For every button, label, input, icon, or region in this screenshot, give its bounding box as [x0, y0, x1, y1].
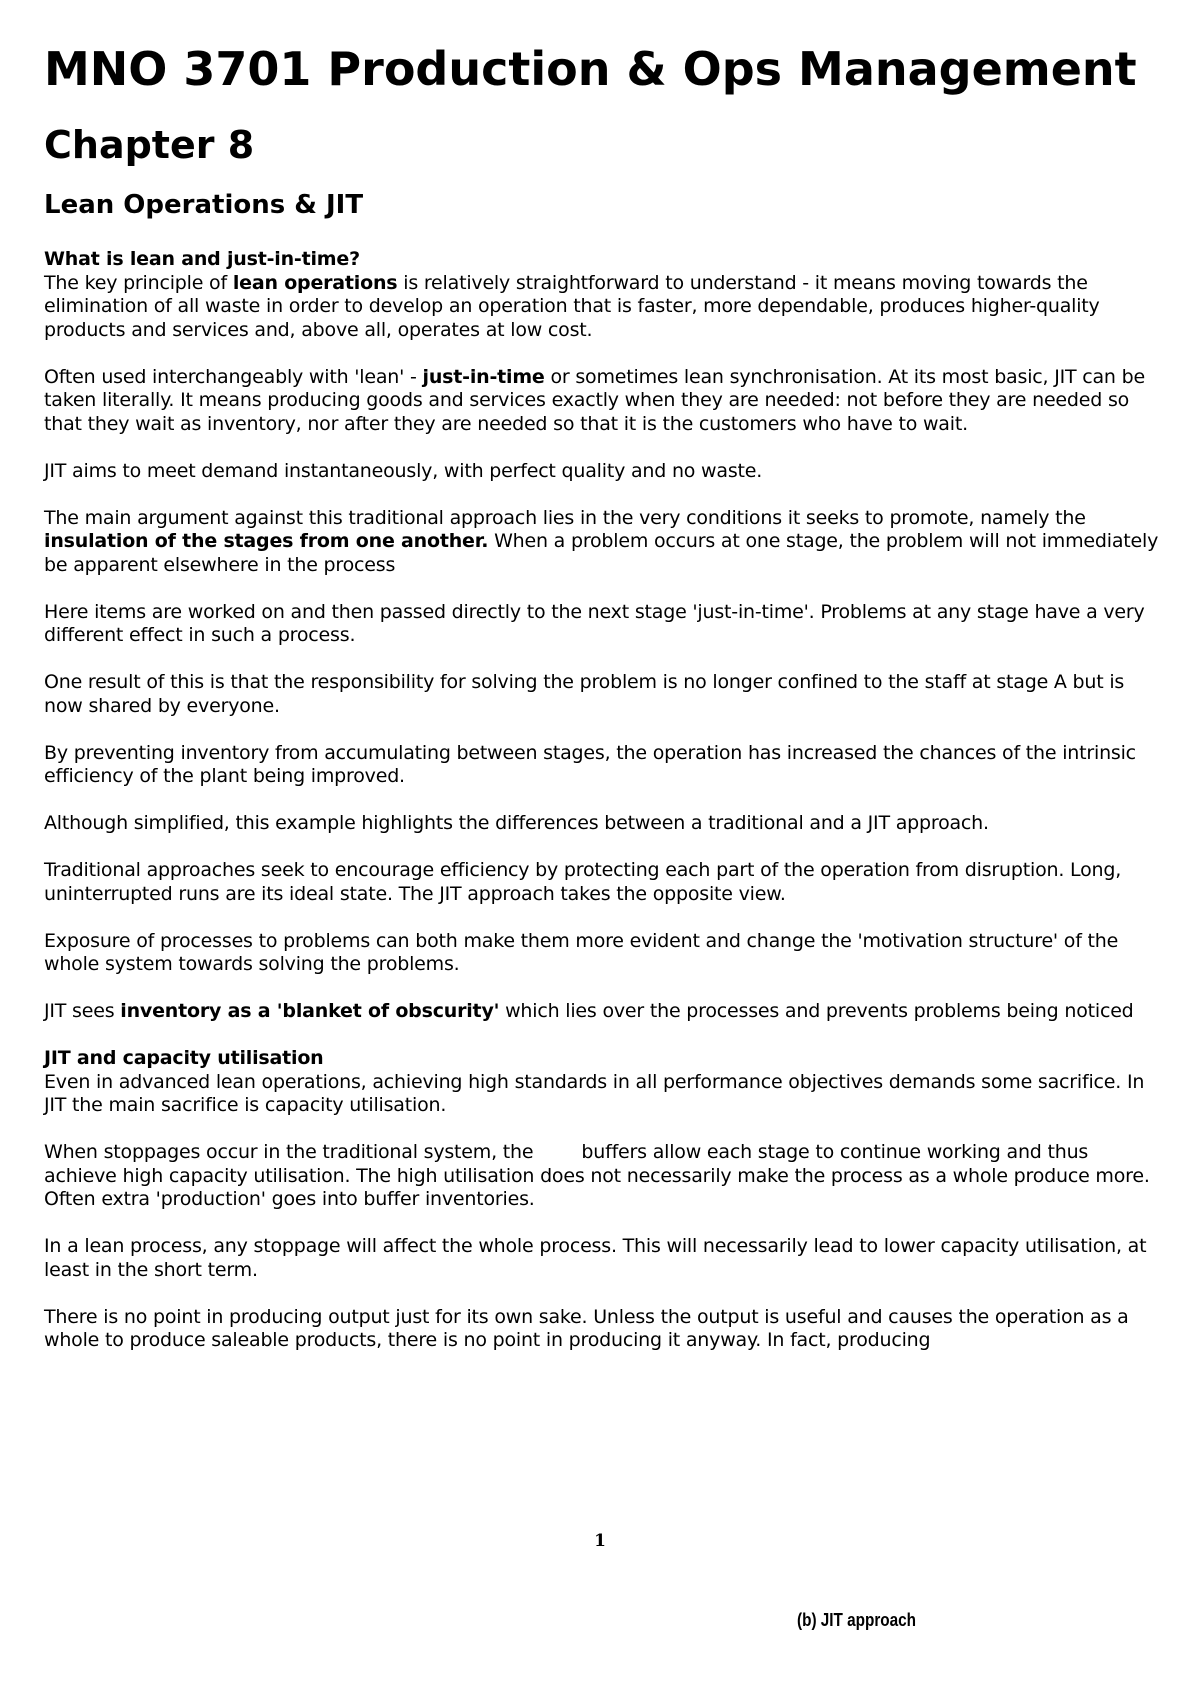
- paragraph-no-point: There is no point in producing output just for its own sake. Unless the output is useful and causes the operation as a whole to produce saleable products, there is no point in producing it anyway. In fact, producing: [44, 1305, 1129, 1351]
- document-page: [44, 38, 1164, 1376]
- document-title: MNO 3701 Production & Ops Management: [44, 42, 1137, 96]
- paragraph-capacity-utilisation: [44, 1047, 1164, 1118]
- page-number: 1: [594, 1531, 606, 1551]
- paragraph-responsibility: One result of this is that the responsibility for solving the problem is no longer confined to the staff at stage A but is now shared by everyone.: [44, 671, 1125, 717]
- paragraph-jit-aims: JIT aims to meet demand instantaneously, with perfect quality and no waste.: [44, 459, 763, 482]
- subheading-capacity: JIT and capacity utilisation: [44, 1047, 324, 1069]
- text: JIT sees: [44, 1000, 121, 1022]
- subheading-what-is-lean: What is lean and just-in-time?: [44, 248, 360, 270]
- text: which lies over the processes and prevents problems being noticed: [499, 1000, 1134, 1022]
- bold-term: insulation of the stages from one another.: [44, 530, 489, 552]
- paragraph-items-worked: Here items are worked on and then passed directly to the next stage 'just-in-time'. Problems at any stage have a very different effect in such a process.: [44, 600, 1145, 646]
- text: or sometimes lean synchronisation. At its most basic, JIT can be taken literally. It means producing goods and services exactly when they are needed: not before they are needed so that they wait as inventory, nor after they are needed so that it is the customers who have to wait.: [44, 365, 1145, 435]
- text: When stoppages occur in the traditional system, the: [44, 1141, 534, 1163]
- paragraph-blanket: [44, 1000, 1164, 1024]
- paragraph-simplified: Although simplified, this example highlights the differences between a traditional and a JIT approach.: [44, 812, 989, 834]
- paragraph-preventing-inventory: By preventing inventory from accumulating between stages, the operation has increased the chances of the intrinsic efficiency of the plant being improved.: [44, 741, 1136, 787]
- bold-term: just-in-time: [422, 365, 545, 388]
- paragraph-exposure: Exposure of processes to problems can both make them more evident and change the 'motivation structure' of the whole system towards solving the problems.: [44, 929, 1119, 975]
- text: The key principle of: [44, 271, 233, 294]
- figure-caption: (b) JIT approach: [797, 1610, 917, 1630]
- paragraph-lean-definition: [44, 248, 1164, 342]
- section-heading: Lean Operations & JIT: [44, 190, 364, 220]
- paragraph-traditional-approaches: Traditional approaches seek to encourage efficiency by protecting each part of the operation from disruption. Long, uninterrupted runs are its ideal state. The JIT approach takes the opposite view.: [44, 859, 1122, 905]
- text: The main argument against this traditional approach lies in the very conditions it seeks to promote, namely the: [44, 506, 1086, 529]
- paragraph-jit-definition: [44, 366, 1164, 437]
- paragraph-stoppages: [44, 1141, 1164, 1212]
- paragraph-lean-stoppage: In a lean process, any stoppage will affect the whole process. This will necessarily lead to lower capacity utilisation, at least in the short term.: [44, 1235, 1147, 1281]
- text: is relatively straightforward to understand - it means moving towards the elimination of all waste in order to develop an operation that is faster, more dependable, produces higher-quality products and services and, above all, operates at low cost.: [44, 271, 1100, 341]
- chapter-heading: Chapter 8: [44, 123, 255, 167]
- bold-term: lean operations: [232, 271, 398, 294]
- paragraph-main-argument: [44, 507, 1164, 578]
- text: Even in advanced lean operations, achieving high standards in all performance objectives demands some sacrifice. In JIT the main sacrifice is capacity utilisation.: [44, 1070, 1145, 1116]
- text: When a problem occurs at one stage, the problem will not immediately be apparent elsewhere in the process: [44, 530, 1159, 576]
- text: Often used interchangeably with 'lean' -: [44, 365, 423, 388]
- text: buffers allow each stage to continue working and thus achieve high capacity utilisation. The high utilisation does not necessarily make the process as a whole produce more. Often extra 'production' goes into buffer inventories.: [44, 1141, 1150, 1210]
- bold-term: inventory as a 'blanket of obscurity': [120, 1000, 500, 1022]
